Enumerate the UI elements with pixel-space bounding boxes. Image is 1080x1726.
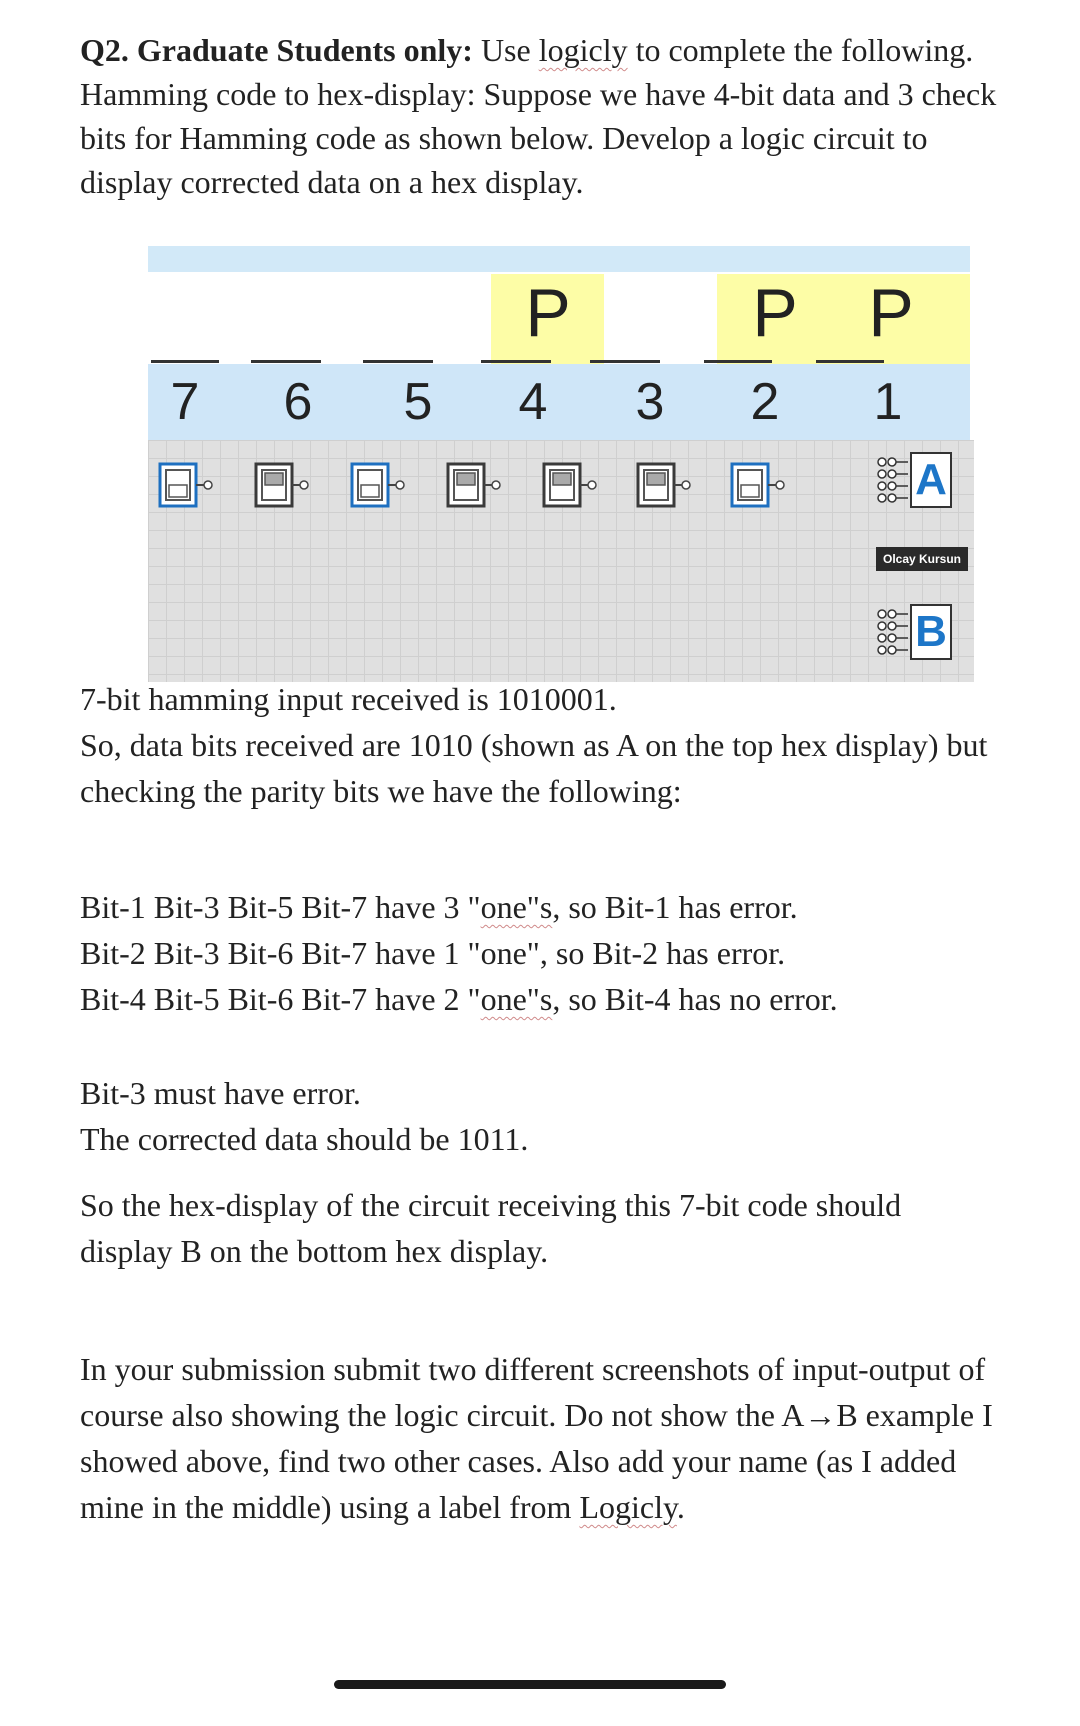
parity-label-bit4: P <box>525 275 571 351</box>
bit-underline-7 <box>151 360 219 363</box>
home-indicator[interactable] <box>334 1680 726 1689</box>
explanation-line-2: So, data bits received are 1010 (shown as A on the top hex display) but checking the parity bits we have the following: <box>80 727 988 809</box>
submission-text: In your submission submit two different screenshots of input-output of course also showing the logic circuit. Do not show the A→B example I showed above, find two other cases. Also add your name (as I added mine in the middle) using a label from <box>80 1351 993 1525</box>
check-line-2: Bit-2 Bit-3 Bit-6 Bit-7 have 1 "one", so Bit-2 has error. <box>80 935 786 971</box>
bit-underline-5 <box>363 360 433 363</box>
toggle-switch-bit5[interactable] <box>350 462 406 508</box>
toggle-switch-icon <box>350 462 406 508</box>
toggle-switch-bit7[interactable] <box>158 462 214 508</box>
toggle-switch-bit3[interactable] <box>542 462 598 508</box>
logicly-word: logicly <box>538 32 628 68</box>
toggle-switch-icon <box>542 462 598 508</box>
toggle-switch-bit6[interactable] <box>254 462 310 508</box>
name-label: Olcay Kursun <box>876 547 968 571</box>
check-line-3: Bit-4 Bit-5 Bit-6 Bit-7 have 2 "one"s, so Bit-4 has no error. <box>80 981 838 1017</box>
bit-number-2: 2 <box>750 373 780 431</box>
parity-label-bit2: P <box>752 275 798 351</box>
question-paragraph <box>80 28 1000 204</box>
check-line-1: Bit-1 Bit-3 Bit-5 Bit-7 have 3 "one"s, so Bit-1 has error. <box>80 889 798 925</box>
hex-display-bottom <box>876 604 956 664</box>
toggle-switch-icon <box>446 462 502 508</box>
submission-instructions: In your submission submit two different screenshots of input-output of course also showing the logic circuit. Do not show the A→B example I showed above, find two other cases. Also add your name (as I added mine in the middle) using a label from Logicly. <box>80 1351 993 1525</box>
bit-underline-1 <box>816 360 884 363</box>
conclusion <box>80 1070 1000 1162</box>
toggle-switch-bit2[interactable] <box>636 462 692 508</box>
hamming-circuit-figure <box>148 246 974 682</box>
conclusion-line-1: Bit-3 must have error. <box>80 1075 361 1111</box>
bit-number-4: 4 <box>518 373 548 431</box>
toggle-switch-icon <box>158 462 214 508</box>
parity-label-bit1: P <box>868 275 914 351</box>
bit-underline-6 <box>251 360 321 363</box>
hex-display-top <box>876 452 956 512</box>
question-heading: Q2. Graduate Students only: <box>80 32 473 68</box>
toggle-switch-bit4[interactable] <box>446 462 502 508</box>
bit-number-6: 6 <box>283 373 313 431</box>
bit-underline-2 <box>704 360 772 363</box>
parity-checks <box>80 884 1000 1022</box>
toggle-switch-icon <box>730 462 786 508</box>
toggle-switch-icon <box>636 462 692 508</box>
hex-digit-top: A <box>910 452 952 508</box>
bit-underline-4 <box>481 360 551 363</box>
toggle-switch-icon <box>254 462 310 508</box>
conclusion-line-2: The corrected data should be 1011. <box>80 1121 529 1157</box>
hex-input-pins-icon <box>876 608 908 658</box>
bit-number-5: 5 <box>403 373 433 431</box>
question-intro-a: Use <box>472 32 539 68</box>
hex-input-pins-icon <box>876 456 908 506</box>
bit-number-3: 3 <box>635 373 665 431</box>
question-intro-b: to complete the following. Hamming code to hex-display: Suppose we have 4-bit data and 3 check bits for Hamming code as shown below. Develop a logic circuit to display corrected data on a hex display. <box>80 32 997 200</box>
explanation-line-1: 7-bit hamming input received is 1010001. <box>80 681 617 717</box>
display-note: So the hex-display of the circuit receiving this 7-bit code should display B on the bottom hex display. <box>80 1187 902 1269</box>
bit-underline-3 <box>590 360 660 363</box>
bit-number-1: 1 <box>873 373 903 431</box>
logicly-word-2: Logicly <box>579 1489 677 1525</box>
bit-number-7: 7 <box>170 373 200 431</box>
hex-digit-bottom: B <box>910 604 952 660</box>
explanation-paragraph <box>80 676 1000 814</box>
toggle-switch-bit1[interactable] <box>730 462 786 508</box>
